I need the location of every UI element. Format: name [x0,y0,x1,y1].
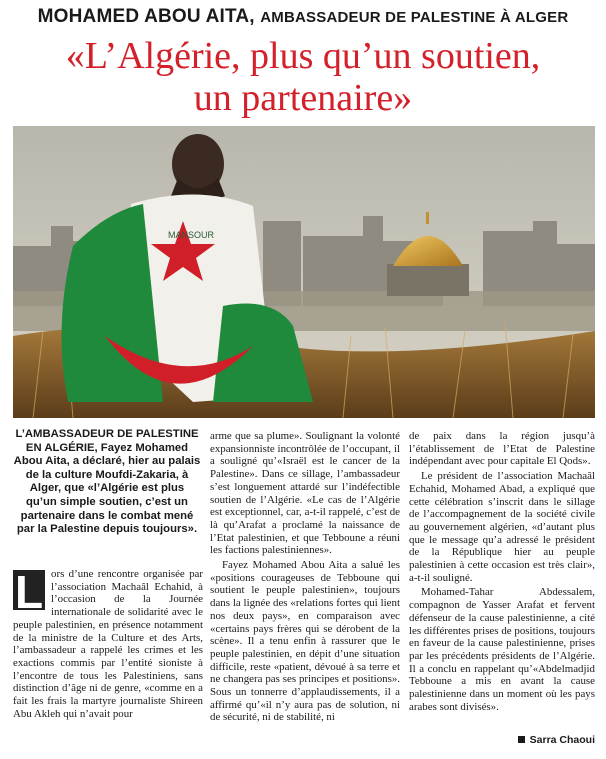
byline-square-icon [518,736,525,743]
column-2-paragraph-2: Fayez Mohamed Abou Aita a salué les «positions courageuses de Tebboune qui soutient le peuple palestinien», toujours dans la lignée des «relations fortes qui lient nos deux pays», en comparaison avec «certains pays frères qui se dérobent de la scène». Il a tenu enfin à rassurer que le peuple palestinien, en dépit d’une situation difficile, reste «patient, dévoué à sa terre et ne changera pas ses principes et positions». Sous un tonnerre d’applaudissements, il a affirmé qu’«il n’y aura pas de solution, ni de sécurité, ni de stabilité, ni [210,559,400,724]
column-2-paragraph-1: arme que sa plume». Soulignant la volonté expansionniste incontrôlée de l’occupant, il a souligné qu’«Israël est le cancer de la Palestine». Dans ce sillage, l’ambassadeur s’est longuement attardé sur l’indéfectible soutien de l’Algérie. «Le cas de l’Algérie est exceptionnel, car, a-t-il rappelé, c’est de là qu’Arafat a proclamé la naissance de l’Etat palestinien, et que Tebboune a réuni les factions palestiniennes». [210,430,400,557]
kicker-role: AMBASSADEUR DE PALESTINE À ALGER [260,9,569,26]
column-3-paragraph-1: de paix dans la région jusqu’à l’établissement de l’Etat de Palestine indépendant avec pour capitale El Qods». [409,430,595,468]
column-1-paragraph: ors d’une rencontre organisée par l’association Machaâl Echahid, à l’occasion de la Journée internationale de solidarité avec le peuple palestinien, en présence notamment de la ministre de la Culture et des Arts, l’ambassadeur a rappelé les crimes et les exactions commis par l’entité sioniste à l’encontre de tous les Palestiniens, sans distinction d’âge ni de genre, «comme en a fait les frais la martyre journaliste Shireen Abu Akleh qui n’avait pour [13,568,203,720]
article-column-3 [409,430,595,713]
article-column-2 [210,430,400,724]
column-3-paragraph-2: Le président de l’association Machaâl Echahid, Mohamed Abad, a expliqué que cette célébration s’inscrit dans le sillage de l’accompagnement de la société civile au gouvernement algérien, «d’autant plus que le message qu’a adressé le président de la République hier au peuple palestinien à cette occasion est très clair», a-t-il souligné. [409,470,595,584]
column-3-paragraph-3: Mohamed-Tahar Abdessalem, compagnon de Yasser Arafat et fervent défenseur de la cause palestinienne, a cité les différentes prises de positions, toujours en faveur de la cause palestinienne, prises par les précédents présidents de l’Algérie. Il a conclu en rappelant qu’«Abdelmadjid Tebboune a mis en avant la cause palestinienne dans un moment où les pays arabes sont divisés». [409,586,595,713]
kicker-name: MOHAMED ABOU AITA, [37,6,255,27]
drop-cap: L [14,566,44,618]
photo-illustration [13,126,595,418]
headline [0,35,606,119]
byline-author: Sarra Chaoui [529,734,595,746]
lead-paragraph: L’AMBASSADEUR DE PALESTINE EN ALGÉRIE, Fayez Mohamed Abou Aita, a déclaré, hier au palais de la culture Moufdi-Zakaria, à Alger, que «l’Algérie est plus qu’un simple soutien, c’est un partenaire dans le combat mené par la Palestine depuis toujours». [13,428,201,536]
flag-text: MANSOUR [168,230,215,240]
headline-line-1: «L’Algérie, plus qu’un soutien, [65,35,541,77]
article-photo [13,126,595,418]
byline [518,734,595,746]
headline-line-2: un partenaire» [193,77,413,119]
article-column-1 [13,568,203,720]
kicker [0,6,606,28]
